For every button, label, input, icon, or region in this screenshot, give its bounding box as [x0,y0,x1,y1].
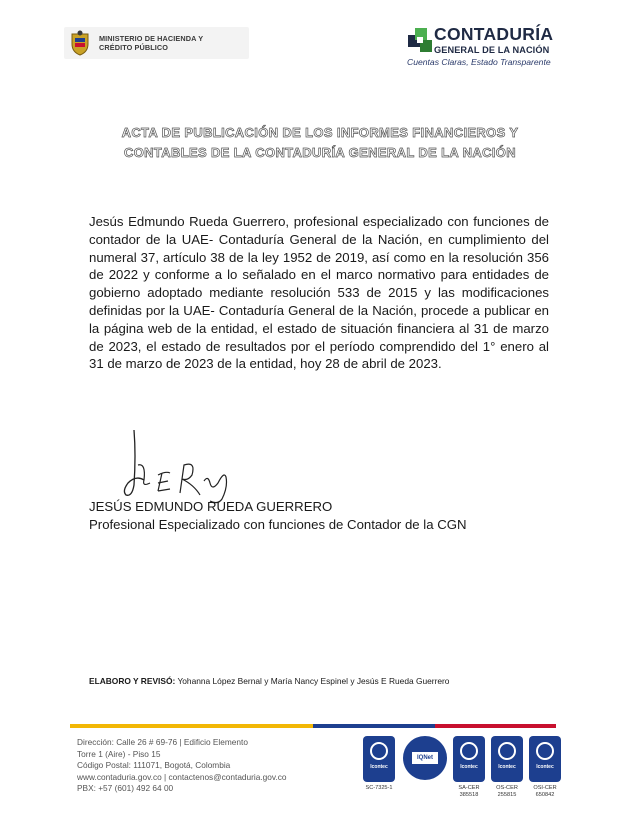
elaboro-value: Yohanna López Bernal y María Nancy Espinel y Jesús E Rueda Guerrero [177,676,450,686]
address-line5: PBX: +57 (601) 492 64 00 [77,783,174,794]
certifications [363,736,563,806]
icontec-icon [460,742,478,760]
icontec-badge: Icontec [453,736,485,782]
ministry-line2: CRÉDITO PÚBLICO [99,43,169,52]
cgn-subtitle: GENERAL DE LA NACIÓN [434,45,550,55]
ministry-line1: MINISTERIO DE HACIENDA Y [99,34,204,43]
cert-code: SA-CER 385518 [458,785,480,798]
icontec-icon [536,742,554,760]
address-line4: www.contaduria.gov.co | contactenos@contaduria.gov.co [77,771,287,782]
handwritten-signature [114,425,244,505]
title-line2: CONTABLES DE LA CONTADURÍA GENERAL DE LA NACIÓN [123,145,516,160]
coat-of-arms-icon [69,30,91,56]
address-line2: Torre 1 (Aire) - Piso 15 [77,748,161,759]
flag-color-bar [70,724,556,728]
icontec-badge: Icontec [363,736,395,782]
cert-code: OSI-CER 650842 [533,785,557,798]
cert-code: OS-CER 255815 [496,785,518,798]
cgn-tagline: Cuentas Claras, Estado Transparente [407,57,551,67]
flag-red [435,724,557,728]
footer-address [77,737,287,795]
flag-yellow [70,724,313,728]
address-line1: Dirección: Calle 26 # 69-76 | Edificio Elemento [77,737,248,747]
cgn-mark-icon [406,26,436,56]
icontec-badge: Icontec [491,736,523,782]
flag-blue [313,724,435,728]
icontec-icon [370,742,388,760]
elaboro-label: ELABORO Y REVISÓ: [89,676,176,686]
document-title [60,123,580,163]
signer-role: Profesional Especializado con funciones de Contador de la CGN [89,517,467,532]
iqnet-badge: IQNet [403,736,447,780]
document-body: Jesús Edmundo Rueda Guerrero, profesional especializado con funciones de contador de la UAE- Contaduría General de la Nación, en cumplimiento del numeral 37, artículo 38 de la ley 1952 de 2019, así como en la resolución 356 de 2022 y conforme a lo señalado en el marco normativo para entidades de gobierno adoptado mediante resolución 533 de 2015 y las modificaciones definidas por la UAE- Contaduría General de la Nación, procede a publicar en la página web de la entidad, el estado de situación financiera al 31 de marzo de 2023, el estado de resultados por el período comprendido del 1° enero al 31 de marzo de 2023 de la entidad, hoy 28 de abril de 2023. [89,214,549,372]
signer-name: JESÚS EDMUNDO RUEDA GUERRERO [89,499,333,514]
cert-code: SC-7325-1 [365,785,393,791]
cgn-logo [404,20,574,72]
cgn-title: CONTADURÍA [434,24,554,44]
icontec-icon [498,742,516,760]
elaboro-line [89,676,449,686]
ministry-logo [64,27,249,59]
address-line3: Código Postal: 111071, Bogotá, Colombia [77,760,231,771]
icontec-badge: Icontec [529,736,561,782]
title-line1: ACTA DE PUBLICACIÓN DE LOS INFORMES FINANCIEROS Y [121,125,519,140]
